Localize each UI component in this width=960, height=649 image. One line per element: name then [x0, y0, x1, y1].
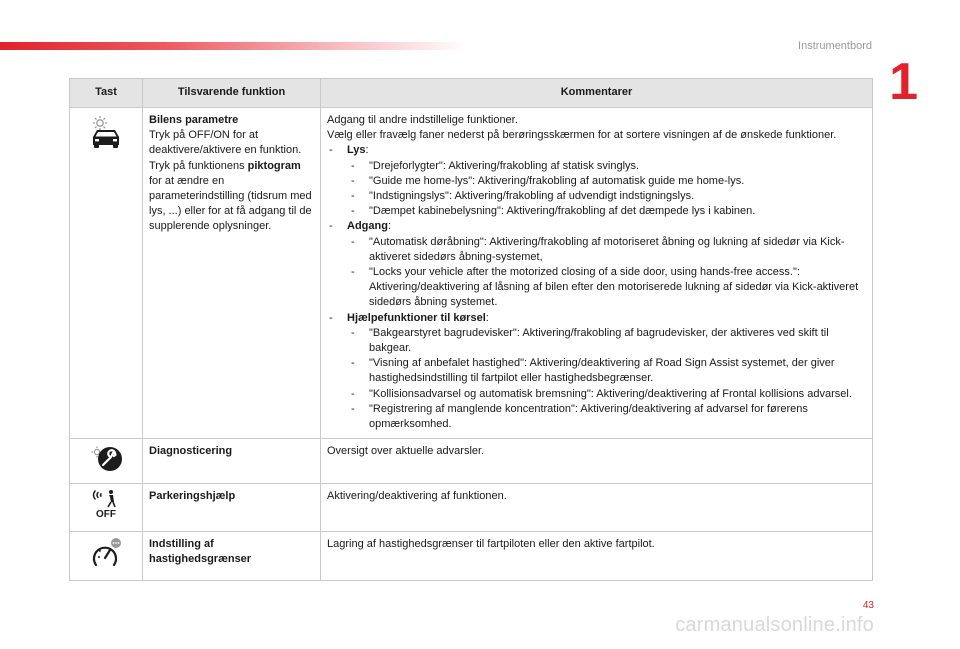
table-row-parking-assist: [70, 484, 873, 531]
topic-title: Lys: [347, 144, 366, 157]
column-header-key: Tast: [70, 79, 143, 108]
comment-cell: Lagring af hastighedsgrænser til fartpiloten eller den aktive fartpilot.: [321, 531, 873, 580]
section-title: Instrumentbord: [798, 40, 872, 52]
function-cell: [143, 484, 321, 531]
list-item: - "Dæmpet kabinebelysning": Aktivering/frakobling af det dæmpede lys i kabinen.: [351, 205, 756, 218]
function-title: Parkeringshjælp: [149, 490, 236, 503]
parking-assist-off-icon: [89, 489, 123, 519]
column-header-comments: Kommentarer: [321, 79, 873, 108]
diagnostics-icon: [89, 444, 123, 472]
chapter-number: 1: [889, 53, 918, 111]
list-item: - "Kollisionsadvarsel og automatisk bremsning": Aktivering/deaktivering af Frontal kollisions advarsel.: [351, 387, 852, 400]
topic-access: - Adgang: - "Automatisk døråbning": Aktivering/frakobling af motoriseret åbning og lukning af sidedør via Kick-aktiveret sidedørs åbning-systemet, - "Locks your vehicle after the motorized closing of a side door, using hands-free access.": Aktivering/deaktivering af låsning af bilen efter den motoriserede lukning af sidedør via Kick-aktiveret sidedørs åbning systemet.: [327, 219, 866, 310]
svg-text:OFF: OFF: [96, 509, 116, 520]
list-item: - "Guide me home-lys": Aktivering/frakobling af automatisk guide me home-lys.: [351, 174, 745, 187]
table-row-speed-settings: [70, 531, 873, 580]
topic-lights: - Lys: - "Drejeforlygter": Aktivering/frakobling af statisk svinglys. - "Guide me home-lys": Aktivering/frakobling af automatisk guide me home-lys. - "Indstigningslys": Aktivering/frakobling af udvendigt indstigningslys. - "Dæmpet kabinebelysning": Aktivering/frakobling af det dæmpede lys i kabinen.: [327, 143, 866, 219]
function-cell: [143, 531, 321, 580]
function-title: Bilens parametre: [149, 114, 239, 126]
function-cell: [143, 439, 321, 484]
header-accent-bar: [0, 42, 470, 50]
table-row-vehicle-settings: [70, 108, 873, 439]
list-item: - "Automatisk døråbning": Aktivering/frakobling af motoriseret åbning og lukning af sidedør via Kick-aktiveret sidedørs åbning-systemet,: [351, 235, 845, 263]
speed-settings-icon: [89, 537, 123, 569]
page-number: 43: [862, 600, 874, 611]
topic-driving-aids: - Hjælpefunktioner til kørsel: - "Bakgearstyret bagrudevisker": Aktivering/frakobling af bagrudevisker, der aktiveres ved skift til bakgear. - "Visning af anbefalet hastighed": Aktivering/deaktivering af Road Sign Assist systemet, der giver hastighedsindstilling til fartpilot eller hastighedsbegrænser. - "Kollisionsadvarsel og automatisk bremsning": Aktivering/deaktivering af Frontal kollisions advarsel. - "Registrering af manglende koncentration": Aktivering/deaktivering af advarsel for førerens opmærksomhed.: [327, 311, 866, 433]
function-title: Diagnosticering: [149, 445, 233, 458]
list-item: - "Locks your vehicle after the motorized closing of a side door, using hands-free access.": Aktivering/deaktivering af låsning af bilen efter den motoriserede lukning af sidedør via Kick-aktiveret sidedørs åbning systemet.: [351, 266, 859, 309]
table-row-diagnostics: [70, 439, 873, 484]
watermark: carmanualsonline.info: [675, 614, 874, 636]
key-cell: [70, 531, 143, 580]
column-header-function: Tilsvarende funktion: [143, 79, 321, 108]
key-cell: [70, 484, 143, 531]
list-item: - "Bakgearstyret bagrudevisker": Aktivering/frakobling af bagrudevisker, der aktiveres ved skift til bakgear.: [351, 326, 829, 355]
comment-intro: Adgang til andre indstillelige funktioner.: [327, 114, 518, 126]
comment-cell: [321, 108, 873, 439]
key-cell: [70, 439, 143, 484]
topic-title: Adgang: [347, 220, 388, 233]
topic-title: Hjælpefunktioner til kørsel: [347, 311, 486, 324]
table-header-row: [70, 79, 873, 108]
function-title: Indstilling af hastighedsgrænser: [149, 537, 252, 565]
comment-cell: Oversigt over aktuelle advarsler.: [321, 439, 873, 484]
function-cell: [143, 108, 321, 439]
car-settings-icon: [89, 113, 123, 149]
list-item: - "Drejeforlygter": Aktivering/frakobling af statisk svinglys.: [351, 159, 640, 172]
list-item: - "Indstigningslys": Aktivering/frakobling af udvendigt indstigningslys.: [351, 190, 695, 203]
function-description-2: Tryk på funktionens piktogram for at ændre en parameterindstilling (tidsrum med lys, ...) eller for at få adgang til de supplerende oplysninger.: [149, 159, 312, 233]
list-item: - "Visning af anbefalet hastighed": Aktivering/deaktivering af Road Sign Assist systemet, der giver hastighedsindstilling til fartpilot eller hastighedsbegrænser.: [351, 357, 835, 385]
comment-cell: Aktivering/deaktivering af funktionen.: [321, 484, 873, 531]
list-item: - "Registrering af manglende koncentration": Aktivering/deaktivering af advarsel for førerens opmærksomhed.: [351, 402, 808, 431]
key-cell: [70, 108, 143, 439]
functions-table: [69, 78, 873, 581]
comment-intro-2: Vælg eller fravælg faner nederst på berøringsskærmen for at sortere visningen af de ønskede funktioner.: [327, 129, 837, 142]
comment-topics: [327, 143, 866, 432]
function-description: Tryk på OFF/ON for at deaktivere/aktivere en funktion.: [149, 129, 302, 157]
